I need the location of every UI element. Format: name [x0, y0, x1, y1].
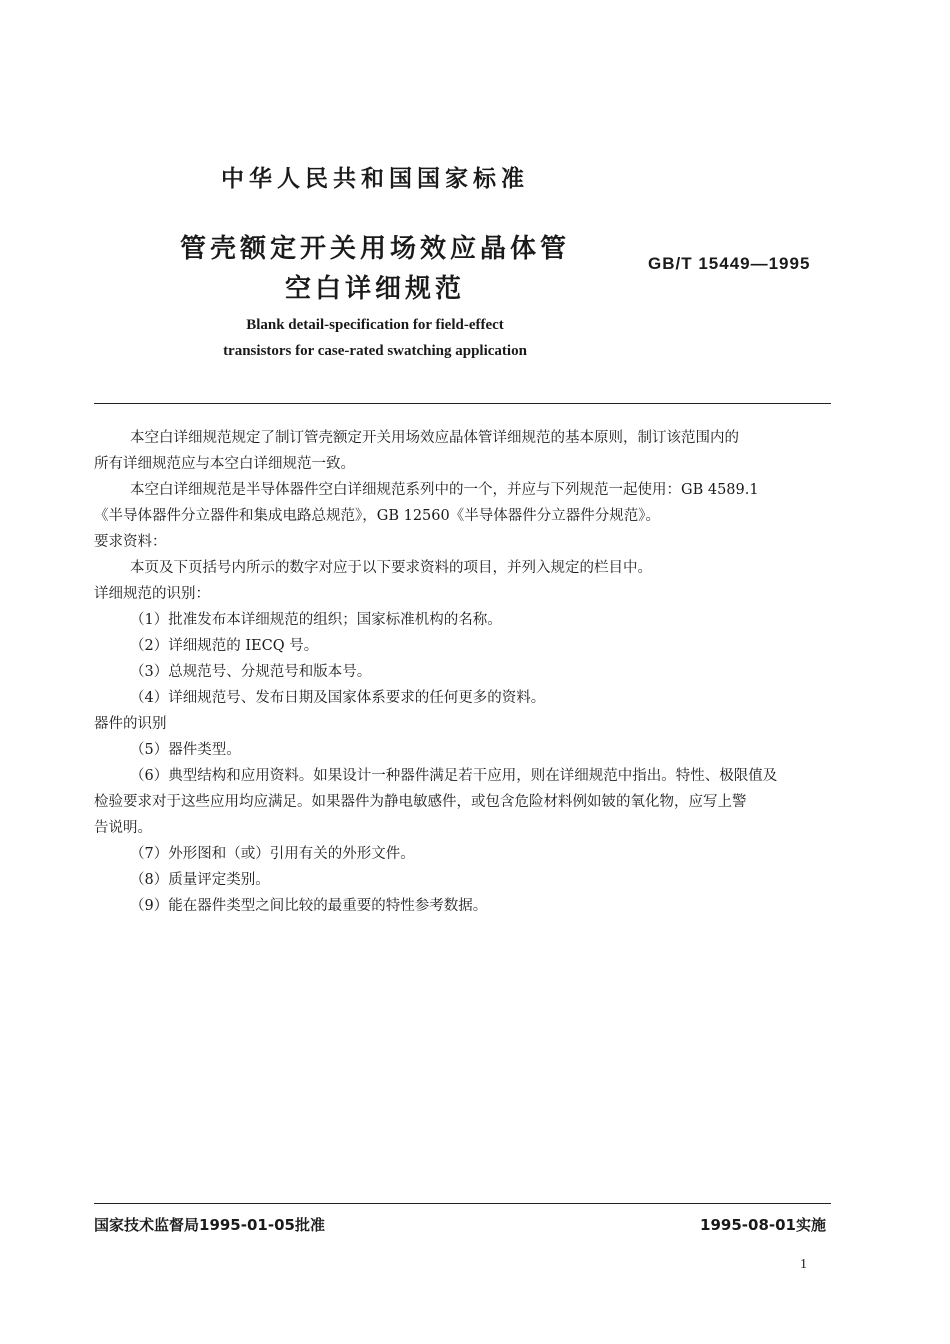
- page-number: 1: [800, 1257, 807, 1272]
- list-item: （3）总规范号、分规范号和版本号。: [130, 664, 372, 680]
- list-item: （8）质量评定类别。: [130, 872, 270, 888]
- standard-code: GB/T 15449—1995: [648, 254, 811, 273]
- approval-date: 国家技术监督局1995-01-05批准: [94, 1216, 325, 1234]
- paragraph-scope-line2: 所有详细规范应与本空白详细规范一致。: [94, 456, 355, 472]
- document-body: [94, 425, 831, 919]
- list-item: （4）详细规范号、发布日期及国家体系要求的任何更多的资料。: [130, 690, 546, 706]
- implementation-date: 1995-08-01实施: [700, 1216, 826, 1234]
- list-item-6-line2: 检验要求对于这些应用均应满足。如果器件为静电敏感件，或包含危险材料例如铍的氧化物，应写上警: [94, 794, 747, 810]
- list-item-6-line1: （6）典型结构和应用资料。如果设计一种器件满足若干应用，则在详细规范中指出。特性、极限值及: [130, 768, 778, 784]
- list-item: （2）详细规范的 IECQ 号。: [130, 638, 319, 654]
- english-title-line1: Blank detail-specification for field-effect: [246, 317, 504, 333]
- identification-heading: 详细规范的识别：: [94, 586, 210, 602]
- footer-divider: [94, 1203, 831, 1204]
- document-title-line2: 空白详细规范: [284, 274, 465, 304]
- list-item-6-line3: 告说明。: [94, 820, 152, 836]
- list-item: （1）批准发布本详细规范的组织；国家标准机构的名称。: [130, 612, 502, 628]
- list-item: （9）能在器件类型之间比较的最重要的特性参考数据。: [130, 898, 488, 914]
- paragraph-scope-line1: 本空白详细规范规定了制订管壳额定开关用场效应晶体管详细规范的基本原则，制订该范围内的: [130, 430, 739, 446]
- english-title-line2: transistors for case-rated swatching application: [223, 343, 527, 359]
- national-standard-heading: 中华人民共和国国家标准: [221, 166, 529, 192]
- device-identification-heading: 器件的识别: [94, 716, 167, 732]
- required-info-heading: 要求资料：: [94, 534, 167, 550]
- document-title-line1: 管壳额定开关用场效应晶体管: [179, 234, 570, 264]
- required-info-text: 本页及下页括号内所示的数字对应于以下要求资料的项目，并列入规定的栏目中。: [130, 560, 652, 576]
- list-item: （7）外形图和（或）引用有关的外形文件。: [130, 846, 415, 862]
- list-item: （5）器件类型。: [130, 742, 241, 758]
- paragraph-usage-line1: 本空白详细规范是半导体器件空白详细规范系列中的一个，并应与下列规范一起使用：GB 4589.1: [130, 482, 759, 498]
- paragraph-usage-line2: 《半导体器件分立器件和集成电路总规范》，GB 12560《半导体器件分立器件分规范》。: [94, 508, 660, 524]
- header-divider: [94, 403, 831, 404]
